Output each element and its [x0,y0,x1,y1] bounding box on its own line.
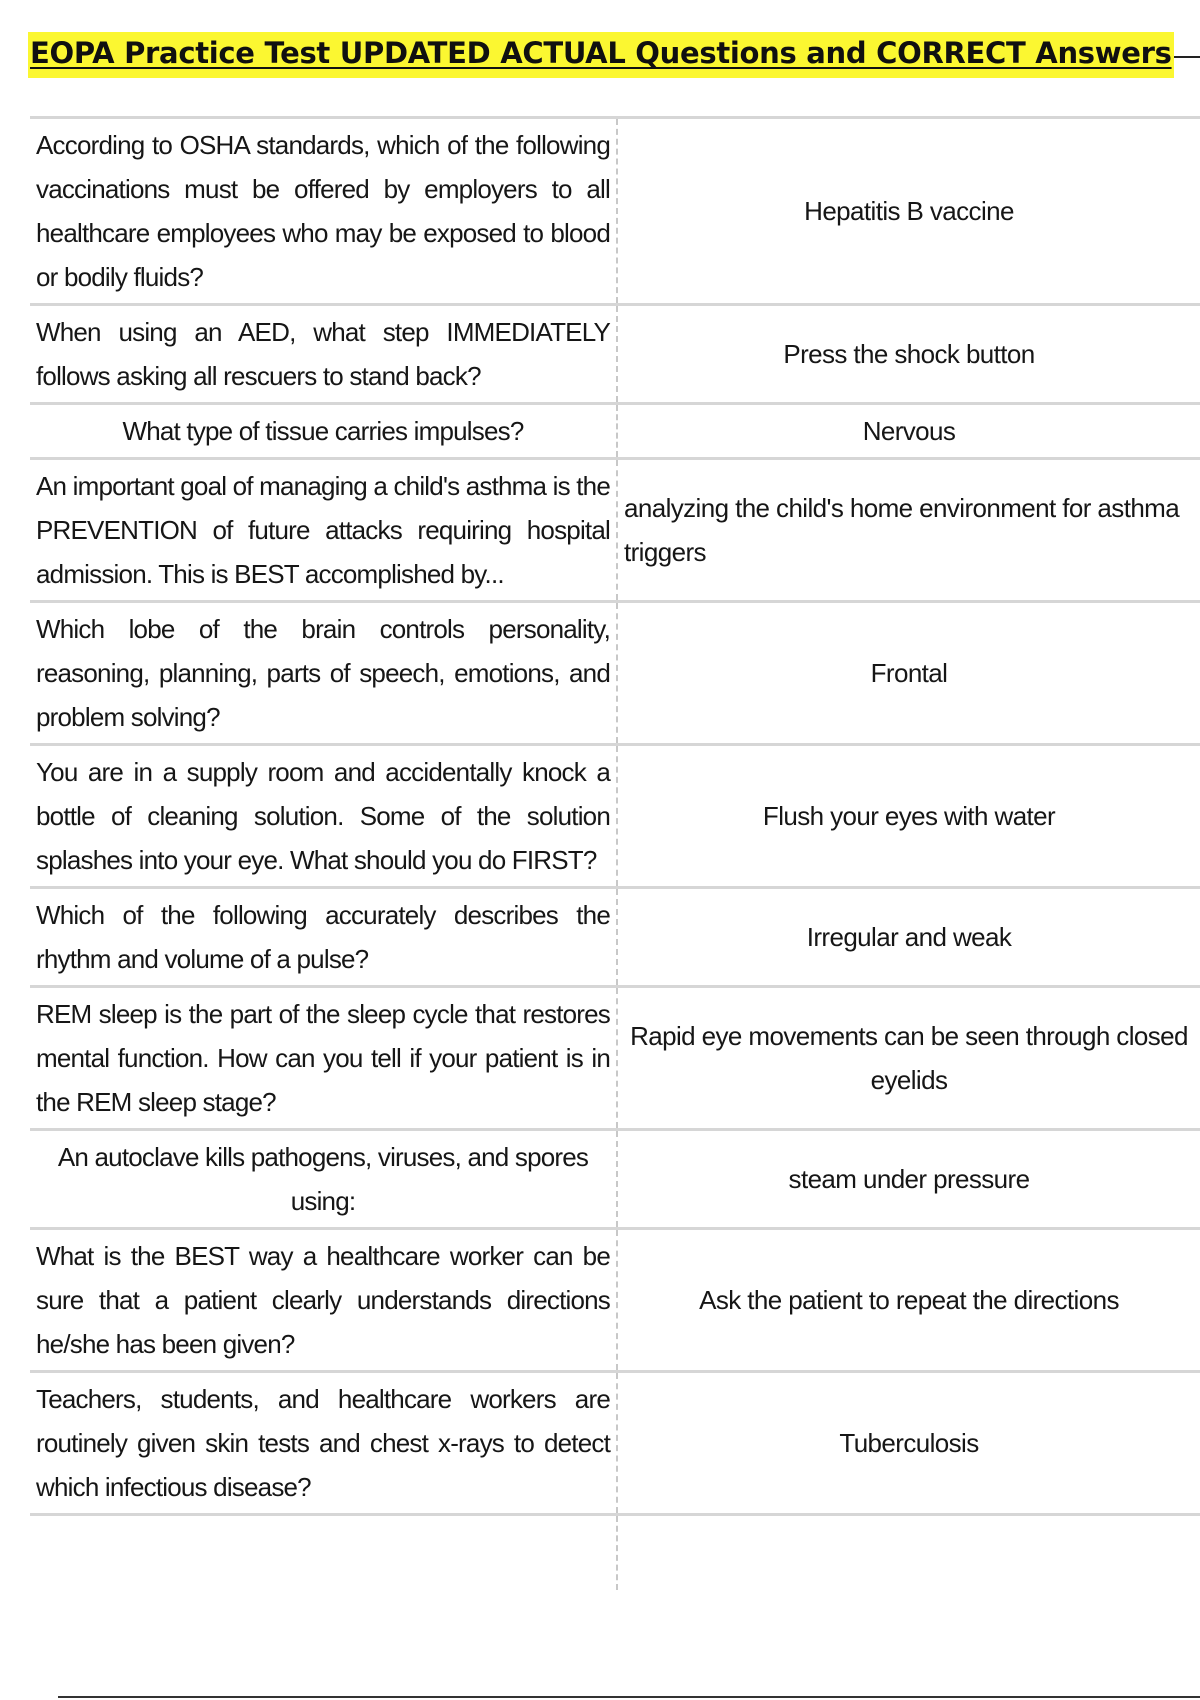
answer-cell: Tuberculosis [617,1372,1200,1515]
question-cell: According to OSHA standards, which of the following vaccinations must be offered by employers to all healthcare employees who may be exposed to blood or bodily fluids? [30,118,617,305]
title-block [28,32,1200,78]
answer-cell: analyzing the child's home environment for asthma triggers [617,459,1200,602]
question-cell: Teachers, students, and healthcare workers are routinely given skin tests and chest x-rays to detect which infectious disease? [30,1372,617,1515]
qa-row [30,404,1200,459]
question-cell: What type of tissue carries impulses? [30,404,617,459]
answer-cell: Rapid eye movements can be seen through closed eyelids [617,987,1200,1130]
qa-row [30,602,1200,745]
answer-cell: Flush your eyes with water [617,745,1200,888]
answer-cell: Irregular and weak [617,888,1200,987]
qa-row [30,1130,1200,1229]
question-cell: Which of the following accurately describes the rhythm and volume of a pulse? [30,888,617,987]
question-cell: An important goal of managing a child's asthma is the PREVENTION of future attacks requiring hospital admission. This is BEST accomplished by... [30,459,617,602]
document-title: EOPA Practice Test UPDATED ACTUAL Questions and CORRECT Answers [28,32,1174,78]
question-cell: What is the BEST way a healthcare worker can be sure that a patient clearly understands directions he/she has been given? [30,1229,617,1372]
answer-cell: Hepatitis B vaccine [617,118,1200,305]
qa-row [30,305,1200,404]
title-trailing-rule [1174,56,1200,58]
question-cell: Which lobe of the brain controls personality, reasoning, planning, parts of speech, emotions, and problem solving? [30,602,617,745]
qa-table [30,116,1200,1590]
empty-question-cell [30,1515,617,1591]
qa-row [30,987,1200,1130]
empty-row [30,1515,1200,1591]
question-cell: An autoclave kills pathogens, viruses, and spores using: [30,1130,617,1229]
answer-cell: Press the shock button [617,305,1200,404]
question-cell: You are in a supply room and accidentally knock a bottle of cleaning solution. Some of the solution splashes into your eye. What should you do FIRST? [30,745,617,888]
qa-row [30,745,1200,888]
question-cell: REM sleep is the part of the sleep cycle that restores mental function. How can you tell if your patient is in the REM sleep stage? [30,987,617,1130]
answer-cell: Ask the patient to repeat the directions [617,1229,1200,1372]
qa-row [30,118,1200,305]
answer-cell: Frontal [617,602,1200,745]
answer-cell: steam under pressure [617,1130,1200,1229]
qa-row [30,1229,1200,1372]
qa-row [30,459,1200,602]
page-bottom-rule [58,1696,1200,1698]
qa-row [30,888,1200,987]
question-cell: When using an AED, what step IMMEDIATELY follows asking all rescuers to stand back? [30,305,617,404]
answer-cell: Nervous [617,404,1200,459]
qa-row [30,1372,1200,1515]
empty-answer-cell [617,1515,1200,1591]
